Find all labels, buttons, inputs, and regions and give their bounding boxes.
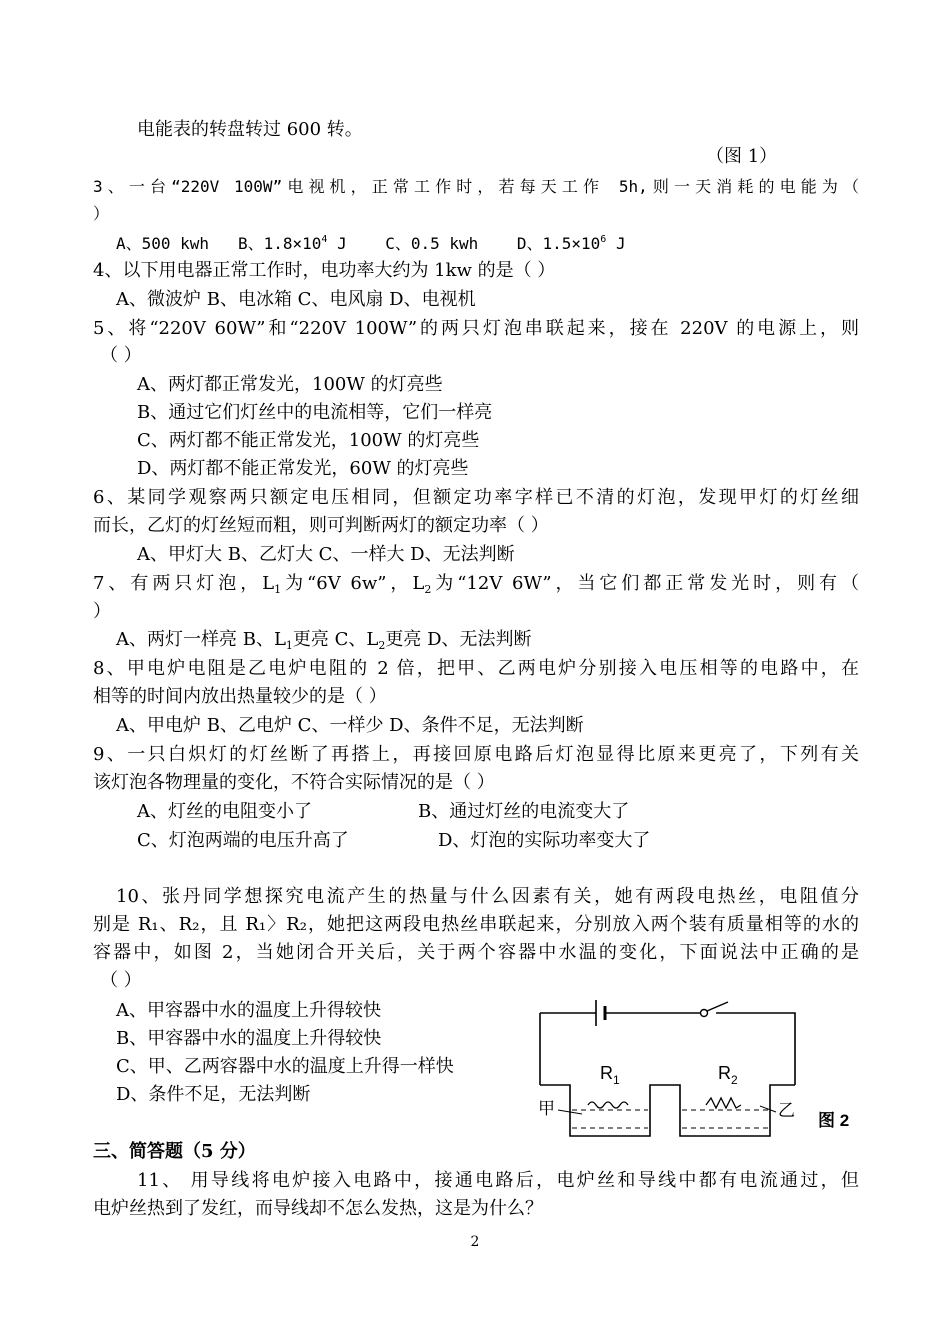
q3-option-d: D、$1.5\times 10^6$ J — [516, 234, 626, 253]
q9-option-b: B、通过灯丝的电流变大了 — [418, 801, 630, 822]
q4-options: A、微波炉 B、电冰箱 C、电风扇 D、电视机 — [116, 289, 476, 310]
q10-option-b: B、甲容器中水的温度上升得较快 — [116, 1028, 382, 1049]
q7-options: A、两灯一样亮 B、$L_1$更亮 C、$L_2$更亮 D、无法判断 — [116, 629, 532, 652]
q5-stem-paren: （ ） — [100, 345, 142, 366]
page-number: 2 — [470, 1234, 480, 1250]
q9-stem-cont: 该灯泡各物理量的变化，不符合实际情况的是（ ） — [93, 772, 495, 793]
container-left-label: 甲 — [538, 1099, 555, 1118]
continuation-line: 电能表的转盘转过 600 转。 — [137, 119, 363, 140]
q5-option-c: C、两灯都不能正常发光，100W 的灯亮些 — [137, 430, 480, 451]
q8-options: A、甲电炉 B、乙电炉 C、一样少 D、条件不足，无法判断 — [116, 715, 584, 736]
q5-stem: 5、将“220V 60W”和“220V 100W”的两只灯泡串联起来，接在 220V 的电源上，则 — [93, 318, 859, 339]
q9-option-a: A、灯丝的电阻变小了 — [137, 801, 312, 822]
switch-contact — [701, 1010, 708, 1017]
q5-option-a: A、两灯都正常发光，100W 的灯亮些 — [137, 374, 443, 395]
circuit-diagram-figure2 — [530, 988, 860, 1148]
q3-option-a: A、500 kwh — [116, 234, 210, 253]
q7-stem: 7、有两只灯泡，$L_1$为“6V 6w”，$L_2$为“12V 6W”，当它们都正常发光时，则有（ — [93, 573, 859, 596]
q10-stem: 10、张丹同学想探究电流产生的热量与什么因素有关，她有两段电热丝，电阻值分 — [116, 886, 859, 907]
resistor-r2-label: $R_2$ — [718, 1063, 738, 1087]
q3-stem: 3、一台“220V 100W”电视机，正常工作时，若每天工作 5h,则一天消耗的电能为（ — [93, 177, 859, 196]
q10-option-a: A、甲容器中水的温度上升得较快 — [116, 1000, 381, 1021]
q3-option-b: B、$1.8\times 10^4$ J — [237, 234, 347, 253]
q11-stem: 11、 用导线将电炉接入电路中，接通电路后，电炉丝和导线中都有电流通过，但 — [137, 1170, 859, 1191]
q10-stem-3: 容器中，如图 2，当她闭合开关后，关于两个容器中水温的变化，下面说法中正确的是 — [93, 942, 859, 963]
q10-option-c: C、甲、乙两容器中水的温度上升得一样快 — [116, 1056, 454, 1077]
q10-stem-2: 别是 R₁、R₂，且 R₁〉R₂，她把这两段电热丝串联起来，分别放入两个装有质量相等的水的 — [93, 914, 859, 935]
q11-stem-cont: 电炉丝热到了发红，而导线却不怎么发热，这是为什么？ — [93, 1198, 543, 1219]
q9-stem: 9、一只白炽灯的灯丝断了再搭上，再接回原电路后灯泡显得比原来更亮了，下列有关 — [93, 744, 859, 765]
q3-stem-close: ） — [93, 204, 110, 223]
figure2-caption: 图 2 — [818, 1111, 850, 1130]
q9-option-d: D、灯泡的实际功率变大了 — [438, 830, 651, 851]
leader-right — [760, 1106, 776, 1112]
q4-stem: 4、以下用电器正常工作时，电功率大约为 1kw 的是（ ） — [93, 260, 556, 281]
section3-title: 三、简答题（5 分） — [93, 1141, 256, 1162]
resistor-r1-label: $R_1$ — [600, 1063, 620, 1087]
q5-option-b: B、通过它们灯丝中的电流相等，它们一样亮 — [137, 402, 493, 423]
q7-stem-close: ） — [93, 601, 111, 622]
heater-coil-r1 — [588, 1102, 628, 1108]
q10-stem-paren: （ ） — [100, 970, 142, 991]
q8-stem-cont: 相等的时间内放出热量较少的是（ ） — [93, 686, 387, 707]
q10-option-d: D、条件不足，无法判断 — [116, 1084, 311, 1105]
figure1-label: （图 1） — [706, 146, 778, 167]
q5-option-d: D、两灯都不能正常发光，60W 的灯亮些 — [137, 458, 469, 479]
container-right-label: 乙 — [778, 1101, 795, 1120]
q8-stem: 8、甲电炉电阻是乙电炉电阻的 2 倍，把甲、乙两电炉分别接入电压相等的电路中，在 — [93, 658, 859, 679]
q6-options: A、甲灯大 B、乙灯大 C、一样大 D、无法判断 — [137, 544, 515, 565]
q6-stem: 6、某同学观察两只额定电压相同，但额定功率字样已不清的灯泡，发现甲灯的灯丝细 — [93, 487, 859, 508]
q9-option-c: C、灯泡两端的电压升高了 — [137, 830, 349, 851]
q6-stem-cont: 而长，乙灯的灯丝短而粗，则可判断两灯的额定功率（ ） — [93, 515, 549, 536]
q3-options — [116, 233, 626, 258]
heater-coil-r2 — [706, 1098, 741, 1108]
switch-lever — [707, 1002, 728, 1011]
q3-option-c: C、0.5 kwh — [385, 234, 479, 253]
